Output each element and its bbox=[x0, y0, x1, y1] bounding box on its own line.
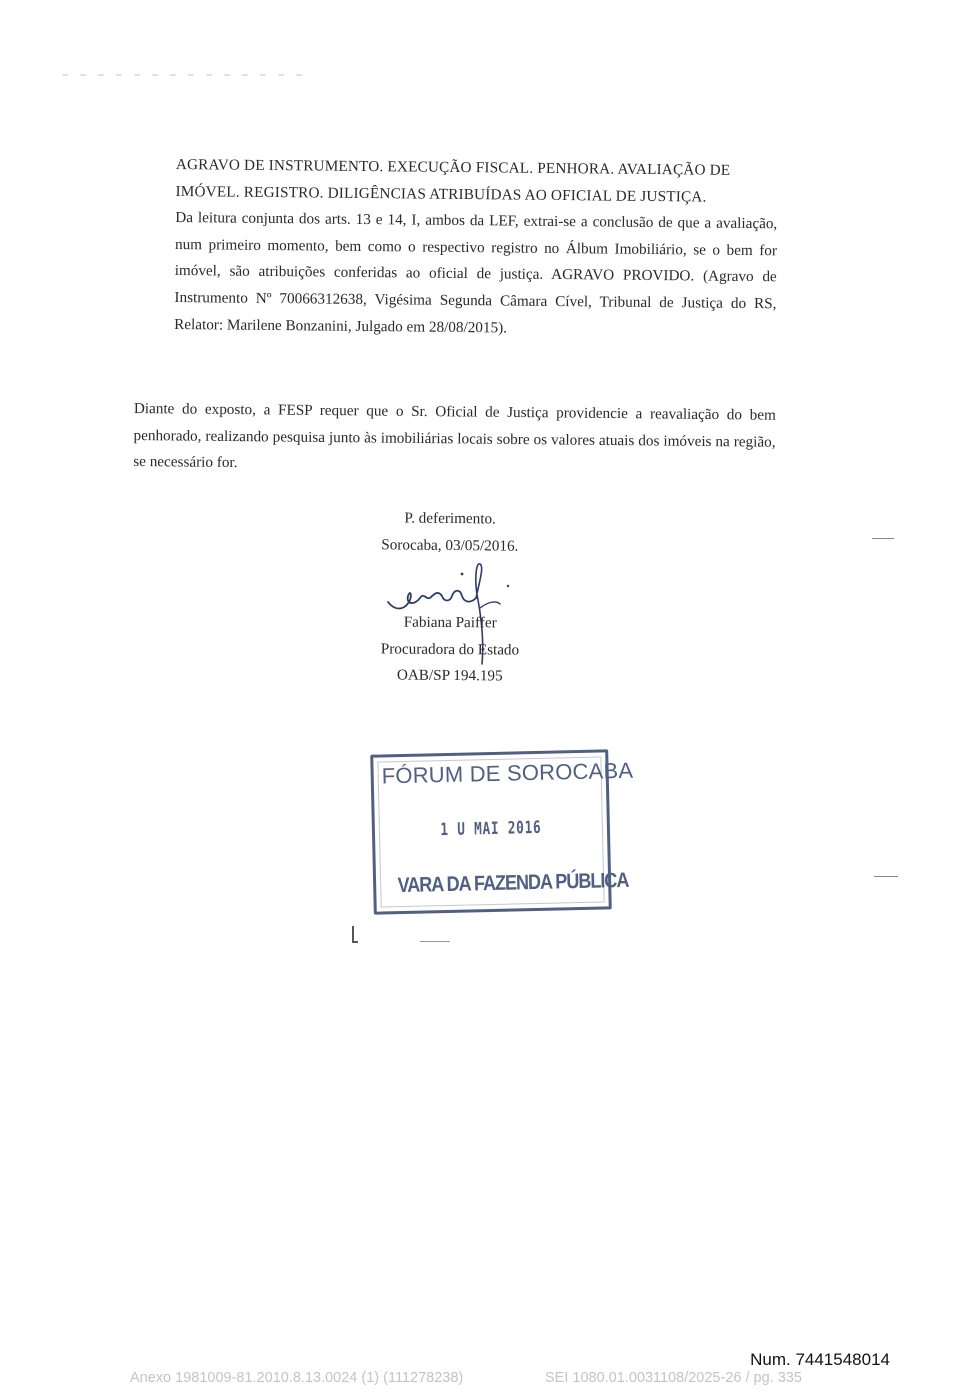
signatory-block bbox=[330, 609, 571, 691]
signatory-name: Fabiana Paiffer bbox=[403, 613, 497, 632]
signatory-role: Procuradora do Estado bbox=[380, 639, 520, 659]
place-date-text: Sorocaba, 03/05/2016. bbox=[381, 536, 519, 555]
stamp-date: 1 U MAI 2016 bbox=[440, 817, 542, 841]
request-paragraph bbox=[133, 396, 776, 482]
citation-heading-line-1: AGRAVO DE INSTRUMENTO. EXECUÇÃO FISCAL. PENHORA. AVALIAÇÃO DE bbox=[175, 155, 731, 179]
citation-heading-line-2: IMÓVEL. REGISTRO. DILIGÊNCIAS ATRIBUÍDAS AO OFICIAL DE JUSTIÇA. bbox=[175, 182, 707, 206]
stamp-title: FÓRUM DE SOROCABA bbox=[381, 757, 634, 789]
closing-block bbox=[340, 504, 561, 560]
request-text: Diante do exposto, a FESP requer que o Sr. Oficial de Justiça providencie a reavaliação do bem penhorado, realizando pesquisa junto às imobiliárias locais sobre os valores atuais dos imóveis na região, se necessário for. bbox=[133, 399, 776, 472]
scan-mark bbox=[874, 876, 898, 877]
deferimento-text: P. deferimento. bbox=[404, 509, 496, 528]
document-number: Num. 7441548014 bbox=[750, 1350, 890, 1369]
scan-mark bbox=[420, 941, 450, 942]
citation-body: Da leitura conjunta dos arts. 13 e 14, I, ambos da LEF, extrai-se a conclusão de que a avaliação, num primeiro momento, bem como o respectivo registro no Álbum Imobiliário, se o bem for imóvel, são atribuições conferidas ao oficial de justiça. AGRAVO PROVIDO. (Agravo de Instrumento Nº 70066312638, Vigésima Segunda Câmara Cível, Tribunal de Justiça do RS, Relator: Marilene Bonzanini, Julgado em 28/08/2015). bbox=[174, 209, 778, 337]
stamp-subtitle: VARA DA FAZENDA PÚBLICA bbox=[397, 868, 629, 898]
sei-reference: SEI 1080.01.0031108/2025-26 / pg. 335 bbox=[545, 1370, 802, 1386]
jurisprudence-citation bbox=[174, 152, 778, 344]
scan-mark bbox=[352, 926, 354, 942]
annex-reference: Anexo 1981009-81.2010.8.13.0024 (1) (111278238) bbox=[130, 1370, 464, 1386]
scan-mark bbox=[352, 941, 358, 943]
scan-mark bbox=[872, 538, 894, 539]
scan-edge-artifact bbox=[62, 74, 312, 76]
signatory-oab: OAB/SP 194.195 bbox=[396, 666, 503, 685]
court-receipt-stamp bbox=[370, 749, 634, 914]
